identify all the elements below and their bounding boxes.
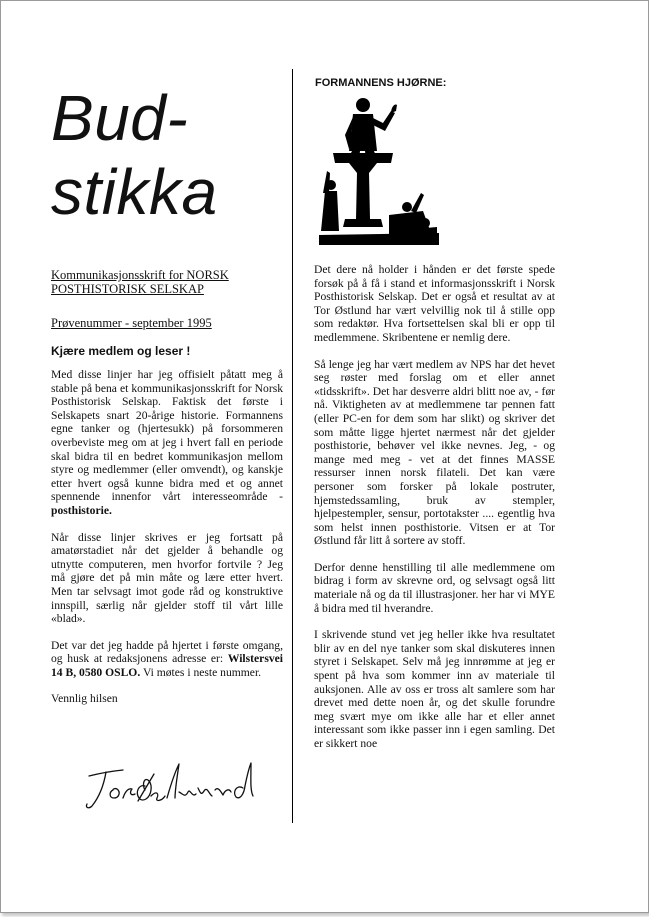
editor-address: Wilstersvei 14 B, 0580 OSLO. [51, 652, 283, 679]
right-paragraph-4: I skrivende stund vet jeg heller ikke hva resultatet blir av en del nye tanker som skal diskuteres innen styret i Selskapet. Selv må jeg innrømme at jeg er spent på hva som kommer inn av materiale til auksjonen. Alle av oss er tross alt samlere som har drevet med dette noen år, og det skulle forundre meg svært mye om ikke alle har et eller annet interessant som ikke passer inn i egen samling. Det er sikkert noe [314, 628, 555, 750]
left-paragraph-3 [51, 639, 283, 680]
subtitle: Kommunikasjonsskrift for NORSK POSTHISTORISK SELSKAP [51, 268, 229, 296]
left-paragraph-1-bold: posthistorie. [51, 503, 112, 517]
closing-greeting: Vennlig hilsen [51, 692, 118, 706]
left-paragraph-2: Når disse linjer skrives er jeg fortsatt på amatørstadiet når det gjelder å behandle og utnytte computeren, men hvorfor fortvile ? Jeg må gjøre det på min måte og lære etter hvert. Men tar selvsagt imot gode råd og konstruktive innspill, særlig når gjelder stoff til vårt lille «blad». [51, 530, 283, 626]
issue-line: Prøvenummer - september 1995 [51, 316, 212, 330]
signature-icon [79, 754, 269, 814]
column-divider [292, 69, 293, 823]
left-paragraph-3-text: Det var det jeg hadde på hjertet i første omgang, og husk at redaksjonens adresse er: [51, 638, 283, 666]
left-paragraph-1-text: Med disse linjer har jeg offisielt påtatt meg å stable på bena et kommunikasjonsskrift for Norsk Posthistorisk Selskap. Faktisk det første i Selskapets snart 20-årige historie. Formannens egne tanker og (hjertesukk) på forsommeren overbeviste meg om at jeg i hvert fall en periode skal bidra til en bedret kommunikasjon mellom styre og medlemmer (eller omvendt), og kanskje etter hvert også kunne bidra med et og annet spennende innenfor vårt interesseområde - [51, 368, 283, 504]
left-paragraph-1 [51, 368, 283, 518]
masthead-line-2: stikka [51, 156, 218, 228]
speaker-at-podium-icon [319, 93, 439, 245]
masthead-line-1: Bud- [51, 82, 189, 154]
column-title: FORMANNENS HJØRNE: [315, 77, 447, 89]
masthead-title [51, 81, 271, 229]
greeting-heading: Kjære medlem og leser ! [51, 344, 191, 358]
left-column [51, 368, 283, 719]
right-paragraph-1: Det dere nå holder i hånden er det første spede forsøk på å få i stand et informasjonsskrift i Norsk Posthistorisk Selskap. Det er også et resultat av at Tor Østlund har vært velvillig nok til å stille opp som redaktør. Hva fortsettelsen skal bli er opp til medlemmene. Skribentene er nemlig dere. [314, 263, 555, 344]
right-paragraph-2: Så lenge jeg har vært medlem av NPS har det hevet seg røster med forslag om et eller annet «tidsskrift». Det har desverre aldri blitt noe av, - før nå. Viktigheten av at medlemmene tar pennen fatt (eller PC-en for dem som har slikt) og skriver det som måtte ligge hjertet nærmest når det gjelder posthistorie, behøver vel ikke nevnes. Jeg, - og mange med meg - vet at det finnes MASSE ressurser innen norsk filateli. Det kan være personer som forsker på lokale postruter, hjemstedssamling, bruk av stempler, hjelpestempler, sensur, portotakster .... egentlig hva som helst innen posthistorie. Vitsen er at Tor Østlund får litt å sortere av stoff. [314, 357, 555, 548]
left-paragraph-3-end: Vi møtes i neste nummer. [142, 665, 262, 679]
right-paragraph-3: Derfor denne henstilling til alle medlemmene om bidrag i form av skrevne ord, og selvsagt også litt materiale nå og da til illustrasjoner. her har vi MYE å bidra med til hverandre. [314, 560, 555, 615]
right-column [314, 263, 555, 764]
